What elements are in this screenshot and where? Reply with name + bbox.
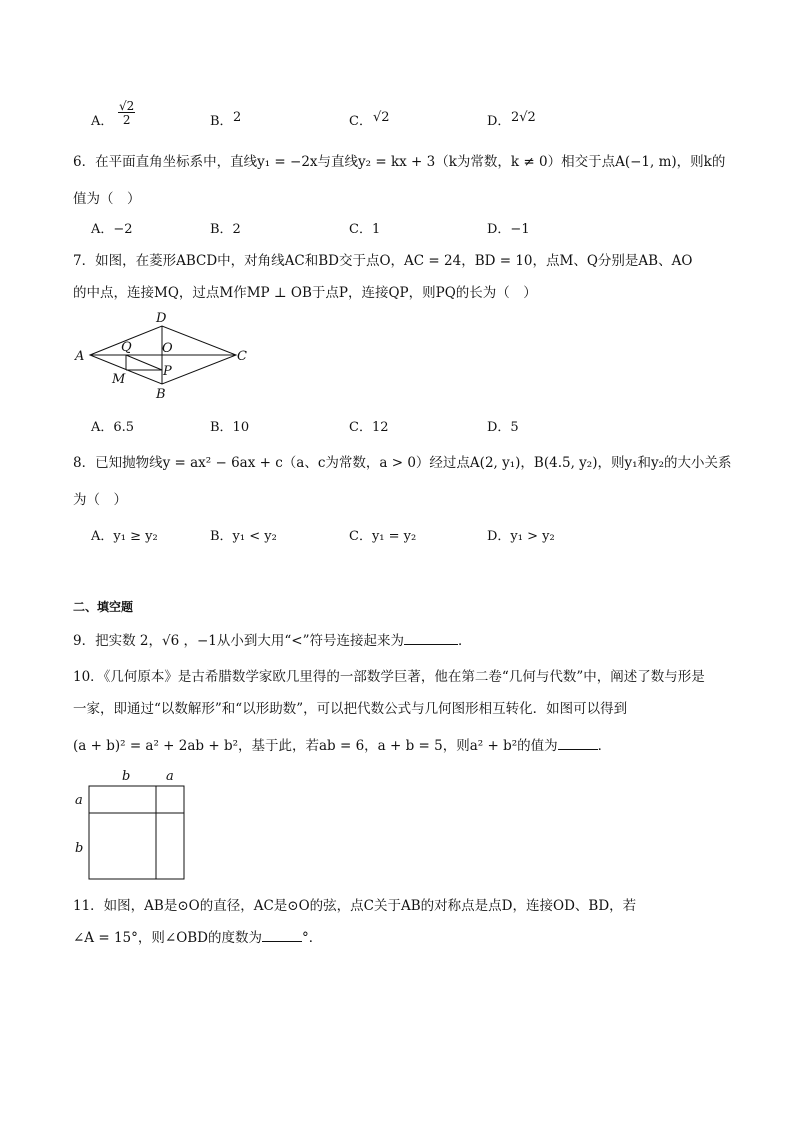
q5-option-a-denominator: 2	[122, 113, 131, 127]
q11-stem-line1: 11．如图，AB是⊙O的直径，AC是⊙O的弦，点C关于AB的对称点是点D，连接OD、BD，若	[73, 898, 637, 914]
q5-option-c-label: C．	[349, 114, 372, 129]
q6-option-d: D．−1	[487, 222, 530, 237]
q9-answer-blank[interactable]	[404, 644, 458, 645]
q7-option-c: C．12	[349, 420, 389, 435]
q5-option-d-text: 2√2	[511, 110, 536, 125]
q7-option-d: D．5	[487, 420, 519, 435]
q10-stem-line3	[73, 734, 611, 754]
label-a: A	[75, 349, 85, 364]
q5-option-a-label: A．	[91, 114, 114, 129]
top-label-a: a	[166, 769, 174, 784]
q11-stem-line2	[73, 926, 322, 946]
q5-option-d-label: D．	[487, 114, 511, 129]
segment-qp	[126, 355, 162, 370]
rhombus-figure	[70, 308, 260, 404]
label-q: Q	[121, 340, 132, 355]
q9-end: ．	[457, 633, 472, 649]
q5-option-b-text: 2	[233, 110, 242, 125]
q8-option-d: D．y₁ > y₂	[487, 529, 555, 544]
q7-option-b: B．10	[210, 420, 250, 435]
q11-answer-blank[interactable]	[262, 941, 302, 942]
q10-formula-text: (a + b)² = a² + 2ab + b²，基于此，若ab = 6，a + b = 5，则a² + b²的值为	[73, 738, 558, 754]
q5-option-a-fraction	[118, 100, 135, 126]
label-c: C	[237, 349, 247, 364]
q11-end: °．	[302, 930, 323, 946]
square-figure	[70, 766, 195, 884]
q10-stem-line2: 一家，即通过“以数解形”和“以形助数”，可以把代数公式与几何图形相互转化．如图可以得到	[73, 701, 628, 717]
label-b: B	[156, 387, 166, 402]
q7-stem-line1: 7．如图，在菱形ABCD中，对角线AC和BD交于点O，AC = 24，BD = 10，点M、Q分别是AB、AO	[73, 253, 693, 269]
left-label-b: b	[75, 841, 84, 856]
q7-stem-line2: 的中点，连接MQ，过点M作MP ⊥ OB于点P，连接QP，则PQ的长为（ ）	[73, 285, 537, 301]
label-m: M	[112, 372, 126, 387]
q9-stem	[73, 629, 471, 649]
q6-option-c: C．1	[349, 222, 381, 237]
top-label-b: b	[122, 769, 131, 784]
label-o: O	[162, 341, 173, 356]
q11-text: ∠A = 15°，则∠OBD的度数为	[73, 930, 263, 946]
outer-square	[89, 786, 184, 879]
q5-option-a-numerator: √2	[119, 99, 135, 113]
q6-option-a: A．−2	[91, 222, 133, 237]
label-d: D	[156, 311, 167, 326]
q5-option-c-text: √2	[373, 110, 390, 125]
q8-option-c: C．y₁ = y₂	[349, 529, 417, 544]
q10-answer-blank[interactable]	[558, 749, 598, 750]
q10-end: ．	[597, 738, 612, 754]
label-p: P	[163, 364, 172, 379]
q8-stem-line2: 为（ ）	[73, 492, 127, 508]
left-label-a: a	[75, 793, 83, 808]
q6-stem-line1: 6．在平面直角坐标系中，直线y₁ = −2x与直线y₂ = kx + 3（k为常数，k ≠ 0）相交于点A(−1, m)，则k的	[73, 154, 726, 170]
q8-option-b: B．y₁ < y₂	[210, 529, 277, 544]
q6-option-b: B．2	[210, 222, 241, 237]
q8-option-a: A．y₁ ≥ y₂	[91, 529, 158, 544]
q7-option-a: A．6.5	[91, 420, 135, 435]
q10-stem-line1: 10．《几何原本》是古希腊数学家欧几里得的一部数学巨著，他在第二卷“几何与代数”中，阐述了数与形是	[73, 669, 705, 685]
q9-text: 9．把实数 2，√6 ，−1从小到大用“<”符号连接起来为	[73, 633, 404, 649]
q8-stem-line1: 8．已知抛物线y = ax² − 6ax + c（a、c为常数，a > 0）经过点A(2, y₁)，B(4.5, y₂)，则y₁和y₂的大小关系	[73, 455, 732, 471]
q5-option-b-label: B．	[210, 114, 233, 129]
section-title: 二、填空题	[73, 600, 134, 614]
q6-stem-line2: 值为（ ）	[73, 191, 141, 207]
